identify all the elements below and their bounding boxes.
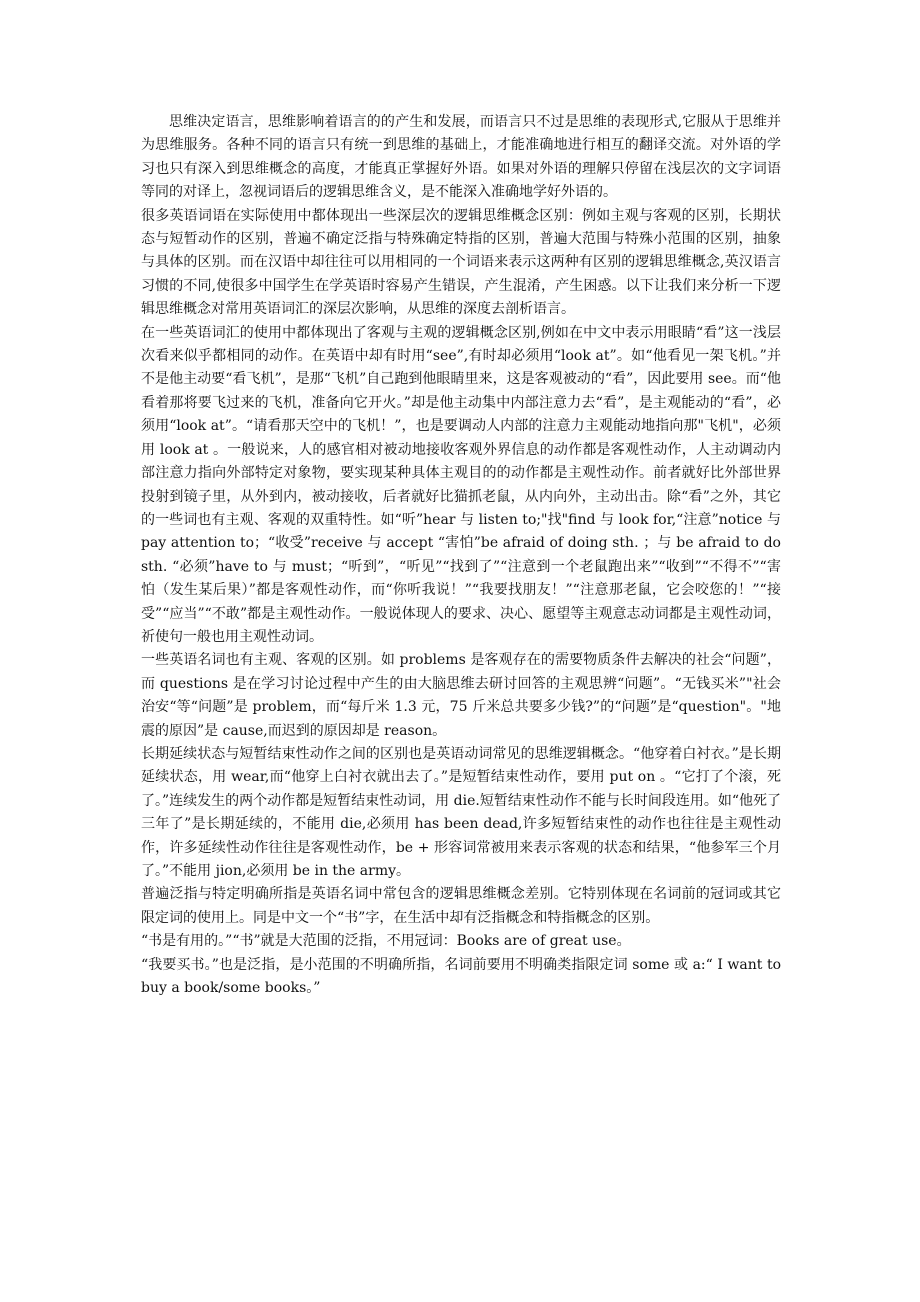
document-body xyxy=(141,111,781,1000)
paragraph-nouns: 一些英语名词也有主观、客观的区别。如 problems 是客观存在的需要物质条件去解决的社会“问题”，而 questions 是在学习讨论过程中产生的由大脑思维去研讨回答的主观思辨“问题”。“无钱买米”"社会治安“等“问题”是 problem，而“每斤米 1.3 元，75 斤米总共要多少钱?”的“问题”是“question"。"地震的原因”是 cause,而迟到的原因却是 reason。 xyxy=(141,652,781,739)
paragraph-example-books: “书是有用的。”“书”就是大范围的泛指，不用冠词：Books are of great use。 xyxy=(141,933,631,950)
paragraph-generic-specific: 普遍泛指与特定明确所指是英语名词中常包含的逻辑思维概念差别。它特别体现在名词前的冠词或其它限定词的使用上。同是中文一个“书”字，在生活中却有泛指概念和特指概念的区别。 xyxy=(141,886,781,926)
paragraph-subjective-objective-verbs: 在一些英语词汇的使用中都体现出了客观与主观的逻辑概念区别,例如在中文中表示用眼睛“看”这一浅层次看来似乎都相同的动作。在英语中却有时用“see”,有时却必须用“look at”。如“他看见一架飞机。”并不是他主动要“看飞机”，是那“飞机”自己跑到他眼睛里来，这是客观被动的“看”，因此要用 see。而“他看着那将要飞过来的飞机，准备向它开火。”却是他主动集中内部注意力去“看”，是主观能动的“看”，必须用“look at”。“请看那天空中的飞机！”，也是要调动人内部的注意力主观能动地指向那"飞机"，必须用 look at 。一般说来，人的感官相对被动地接收客观外界信息的动作都是客观性动作，人主动调动内部注意力指向外部特定对象物，要实现某种具体主观目的的动作都是主观性动作。前者就好比外部世界投射到镜子里，从外到内，被动接收，后者就好比猫抓老鼠，从内向外，主动出击。除“看”之外，其它的一些词也有主观、客观的双重特性。如“听”hear 与 listen to;"找"find 与 look for,“注意”notice 与 pay attention to；“收受”receive 与 accept “害怕”be afraid of doing sth. ；与 be afraid to do sth. “必须”have to 与 must；“听到”，“听见”“找到了”“注意到一个老鼠跑出来”“收到”“不得不”“害怕（发生某后果）”都是客观性动作，而“你听我说！”“我要找朋友！”“注意那老鼠，它会咬您的！”“接受”“应当”“不敢”都是主观性动作。一般说体现人的要求、决心、愿望等主观意志动词都是主观性动词，祈使句一般也用主观性动词。 xyxy=(141,324,781,645)
paragraph-intro: 思维决定语言，思维影响着语言的的产生和发展，而语言只不过是思维的表现形式,它服从于思维并为思维服务。各种不同的语言只有统一到思维的基础上，才能准确地进行相互的翻译交流。对外语的学习也只有深入到思维概念的高度，才能真正掌握好外语。如果对外语的理解只停留在浅层次的文字词语等同的对译上，忽视词语后的逻辑思维含义，是不能深入准确地学好外语的。 xyxy=(141,114,781,201)
paragraph-durative-punctual: 长期延续状态与短暂结束性动作之间的区别也是英语动词常见的思维逻辑概念。“他穿着白衬衣。”是长期延续状态，用 wear,而“他穿上白衬衣就出去了。”是短暂结束性动作，要用 put on 。“它打了个滚，死了。”连续发生的两个动作都是短暂结束性动词，用 die.短暂结束性动作不能与长时间段连用。如“他死了三年了”是长期延续的，不能用 die,必须用 has been dead,许多短暂结束性的动作也往往是主观性动作，许多延续性动作往往是客观性动作，be + 形容词常被用来表示客观的状态和结果，“他参军三个月了。”不能用 jion,必须用 be in the army。 xyxy=(141,745,781,879)
paragraph-example-buy-book: “我要买书。”也是泛指，是小范围的不明确所指，名词前要用不明确类指限定词 some 或 a:“ I want to buy a book/some books。” xyxy=(141,956,781,997)
paragraph-logic-concepts: 很多英语词语在实际使用中都体现出一些深层次的逻辑思维概念区别：例如主观与客观的区别，长期状态与短暂动作的区别，普遍不确定泛指与特殊确定特指的区别，普遍大范围与特殊小范围的区别，抽象与具体的区别。而在汉语中却往往可以用相同的一个词语来表示这两种有区别的逻辑思维概念,英汉语言习惯的不同,使很多中国学生在学英语时容易产生错误，产生混淆，产生困惑。以下让我们来分析一下逻辑思维概念对常用英语词汇的深层次影响，从思维的深度去剖析语言。 xyxy=(141,207,781,318)
